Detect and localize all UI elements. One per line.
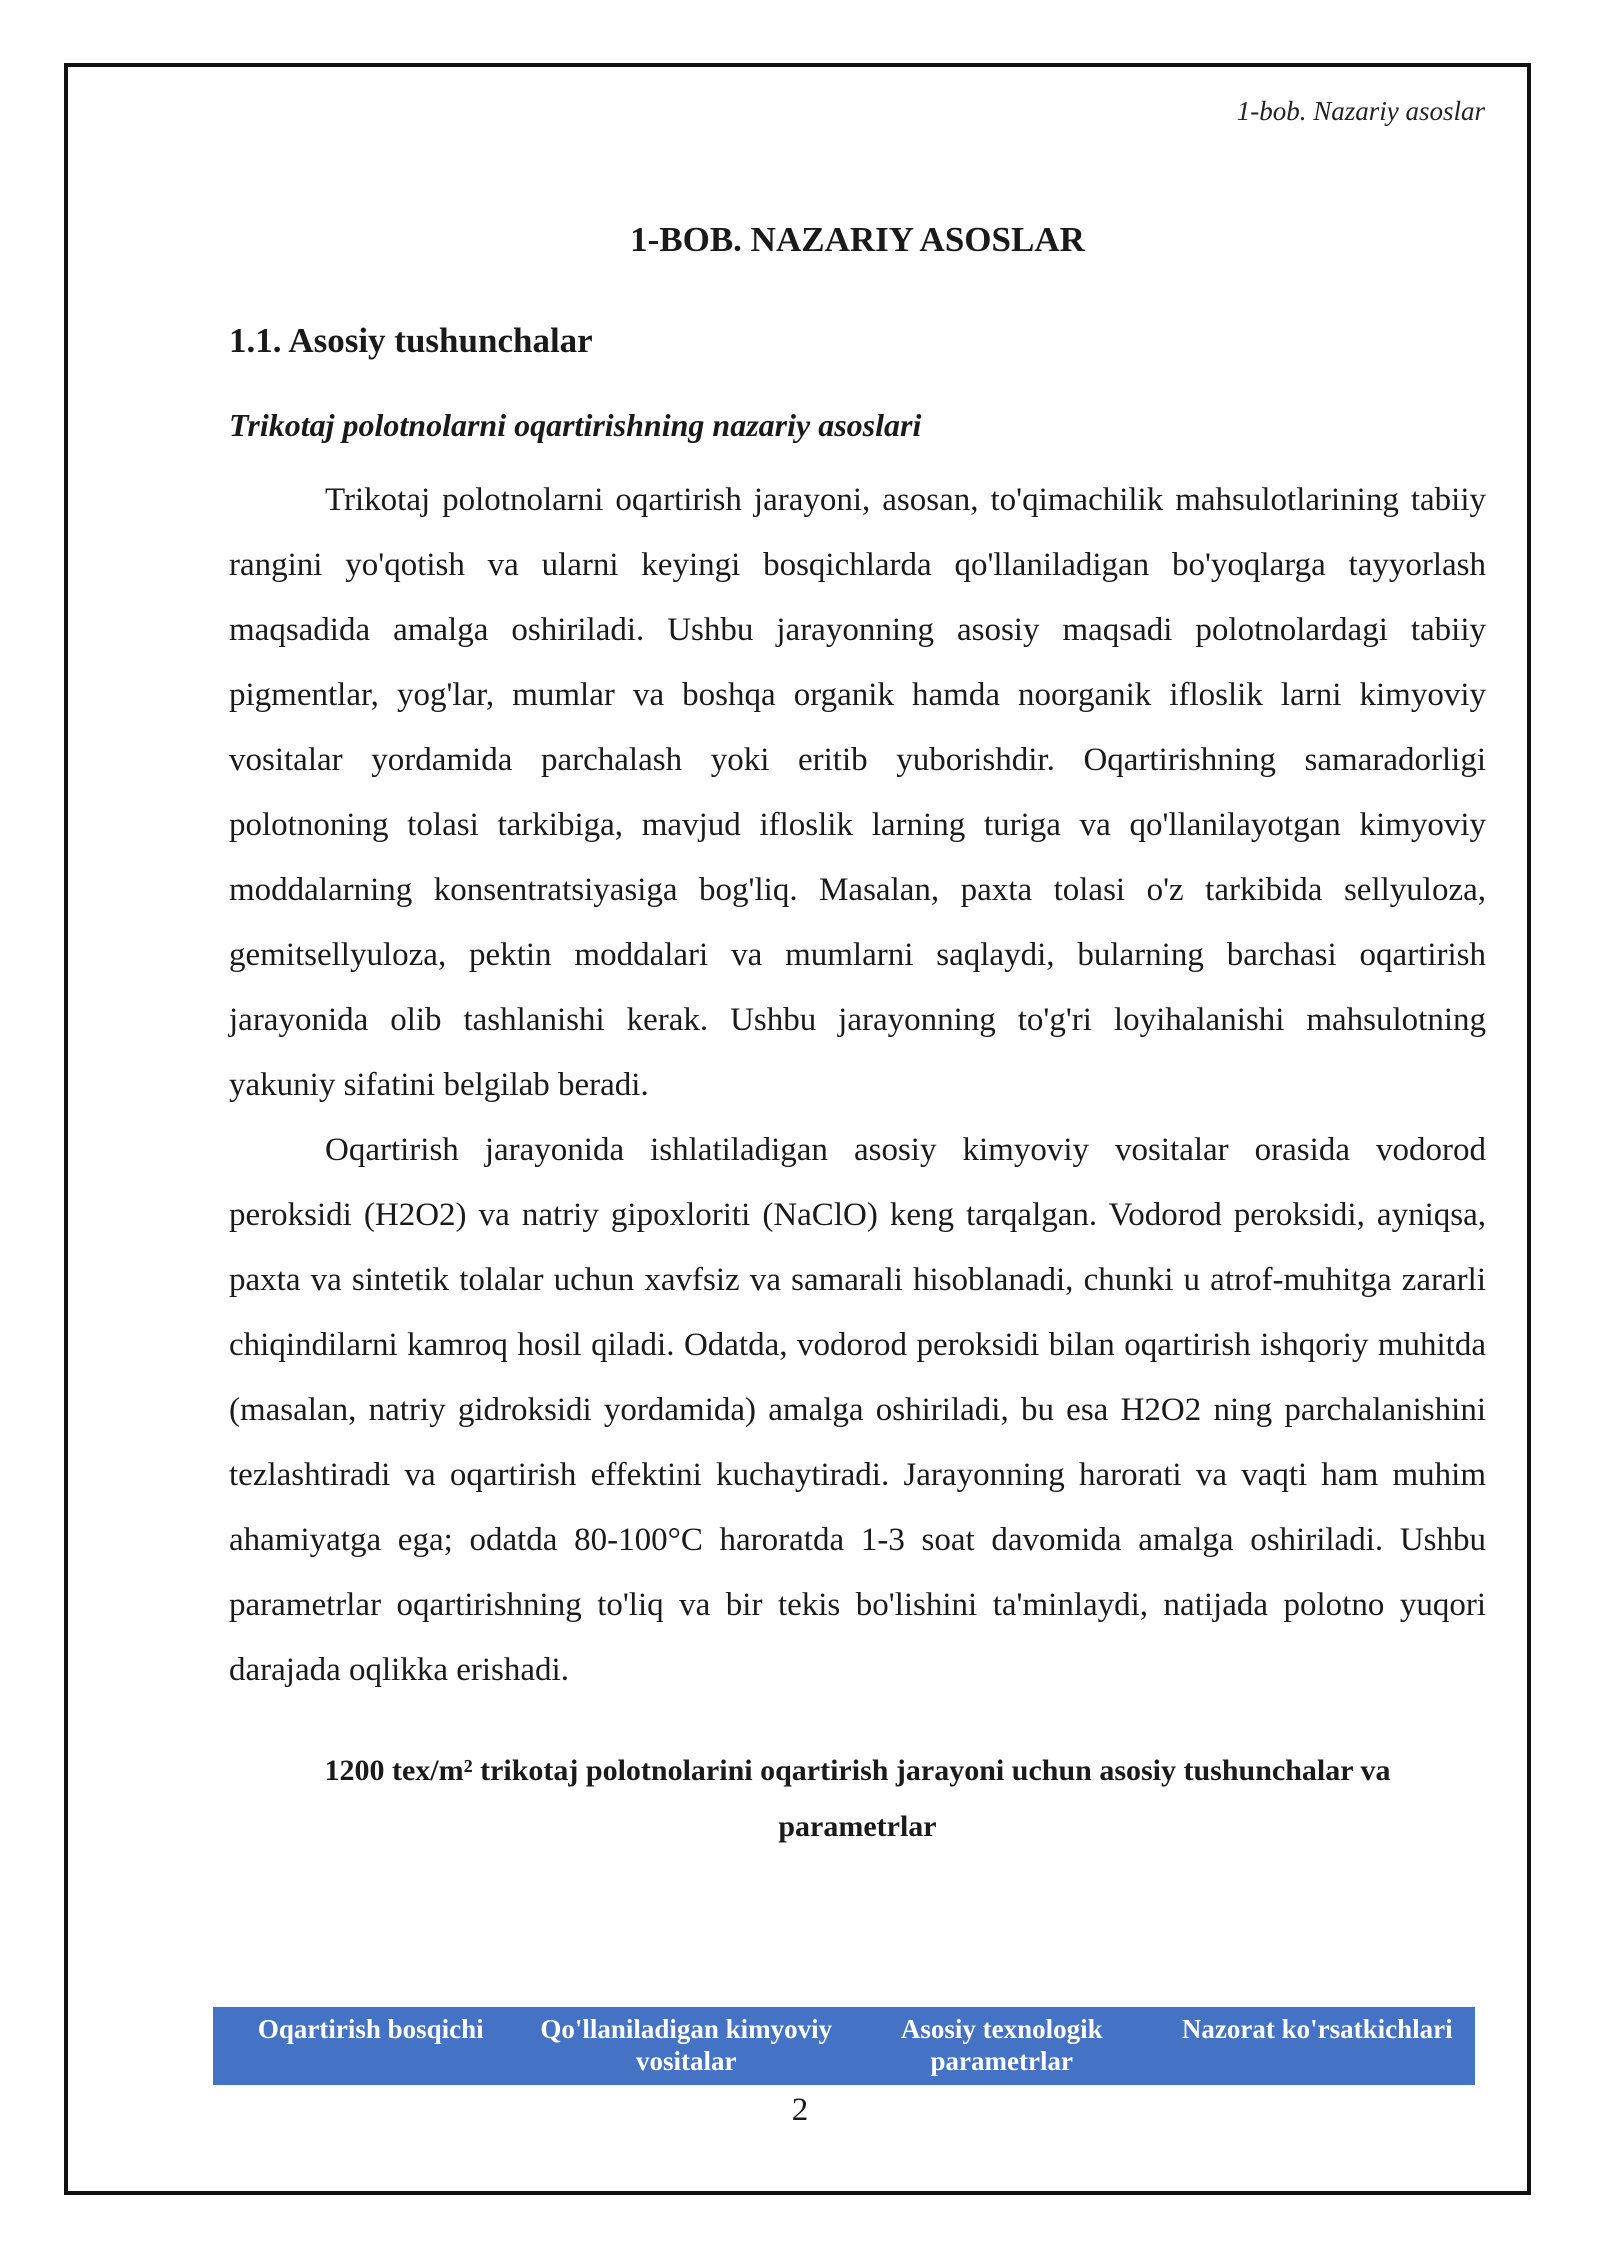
page-content [229,210,1486,1855]
subsection-title: Trikotaj polotnolarni oqartirishning nazariy asoslari [229,407,922,443]
table-header-cell: Asosiy texnologik parametrlar [900,2014,1103,2076]
table-header-row [213,2007,1475,2085]
body-paragraph: Trikotaj polotnolarni oqartirish jarayoni, asosan, to'qimachilik mahsulotlarining tabiiy rangini yo'qotish va ularni keyingi bosqichlarda qo'llaniladigan bo'yoqlarga tayyorlash maqsadida amalga oshiriladi. Ushbu jarayonning asosiy maqsadi polotnolardagi tabiiy pigmentlar, yog'lar, mumlar va boshqa organik hamda noorganik ifloslik larni kimyoviy vositalar yordamida parchalash yoki eritib yuborishdir. Oqartirishning samaradorligi polotnoning tolasi tarkibiga, mavjud ifloslik larning turiga va qo'llanilayotgan kimyoviy moddalarning konsentratsiyasiga bog'liq. Masalan, paxta tolasi o'z tarkibida sellyuloza, gemitsellyuloza, pektin moddalari va mumlarni saqlaydi, bularning barchasi oqartirish jarayonida olib tashlanishi kerak. Ushbu jarayonning to'g'ri loyihalanishi mahsulotning yakuniy sifatini belgilab beradi. [229,482,1486,1103]
table-header-cell: Qo'llaniladigan kimyoviy vositalar [540,2014,833,2076]
page-number: 2 [791,2092,809,2128]
table-header-cell: Oqartirish bosqichi [257,2014,484,2044]
section-title: 1.1. Asosiy tushunchalar [229,321,593,360]
body-paragraph: Oqartirish jarayonida ishlatiladigan asosiy kimyoviy vositalar orasida vodorod peroksidi (H2O2) va natriy gipoxloriti (NaClO) keng tarqalgan. Vodorod peroksidi, ayniqsa, paxta va sintetik tolalar uchun xavfsiz va samarali hisoblanadi, chunki u atrof-muhitga zararli chiqindilarni kamroq hosil qiladi. Odatda, vodorod peroksidi bilan oqartirish ishqoriy muhitda (masalan, natriy gidroksidi yordamida) amalga oshiriladi, bu esa H2O2 ning parchalanishini tezlashtiradi va oqartirish effektini kuchaytiradi. Jarayonning harorati va vaqti ham muhim ahamiyatga ega; odatda 80-100°C haroratda 1-3 soat davomida amalga oshiriladi. Ushbu parametrlar oqartirishning to'liq va bir tekis bo'lishini ta'minlaydi, natijada polotno yuqori darajada oqlikka erishadi. [229,1132,1486,1688]
table-header-cell: Nazorat ko'rsatkichlari [1181,2014,1453,2044]
chapter-title: 1-BOB. NAZARIY ASOSLAR [630,220,1085,259]
running-header: 1-bob. Nazariy asoslar [1236,96,1485,126]
table-caption: 1200 tex/m² trikotaj polotnolarini oqartirish jarayoni uchun asosiy tushunchalar va parametrlar [324,1754,1391,1843]
